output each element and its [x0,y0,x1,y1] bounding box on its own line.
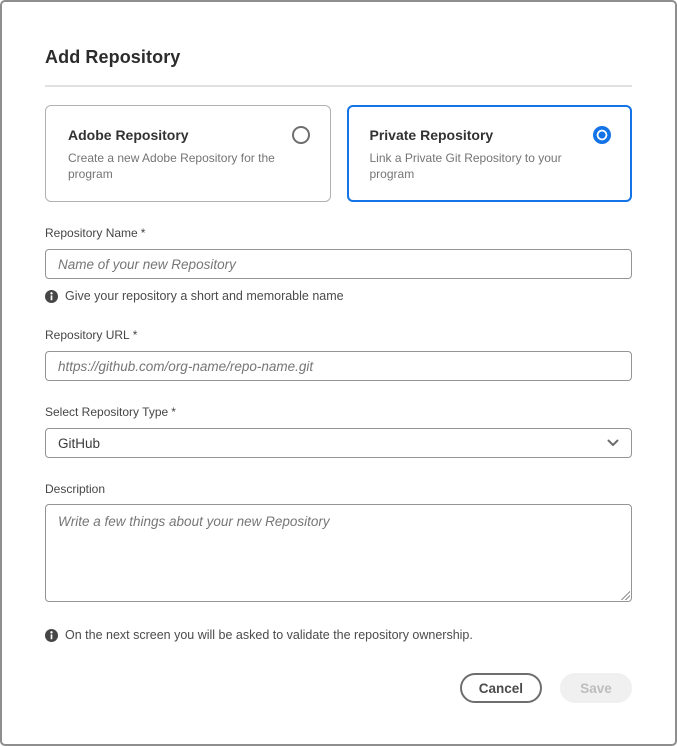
repository-name-label: Repository Name * [45,226,146,240]
required-asterisk: * [140,226,146,240]
option-title: Private Repository [369,126,494,143]
cancel-button[interactable]: Cancel [460,673,542,703]
repository-url-group [45,328,632,381]
repository-url-label: Repository URL * [45,328,138,342]
repository-url-input[interactable] [45,351,632,381]
repository-type-dropdown[interactable] [45,428,632,458]
help-text: Give your repository a short and memorable name [65,289,344,303]
repository-type-options [45,105,632,202]
description-textarea[interactable] [45,504,632,602]
required-asterisk: * [132,328,138,342]
save-button[interactable]: Save [560,673,632,703]
info-icon [45,290,58,303]
radio-unselected-icon[interactable] [292,126,310,144]
option-title: Adobe Repository [68,126,189,143]
repository-name-group [45,226,632,304]
description-label: Description [45,482,106,496]
option-card-private-repository[interactable] [347,105,633,202]
title-divider [45,85,632,87]
description-group [45,482,632,602]
required-asterisk: * [171,405,176,419]
repository-type-group [45,405,632,458]
ownership-note [45,628,632,643]
textarea-resize-grip[interactable] [621,591,630,600]
dropdown-selected-value: GitHub [58,435,101,451]
radio-selected-icon[interactable] [593,126,611,144]
repository-type-label: Select Repository Type * [45,405,176,419]
page-title: Add Repository [45,47,181,67]
note-text: On the next screen you will be asked to validate the repository ownership. [65,628,473,642]
option-description: Link a Private Git Repository to your program [369,150,562,181]
option-description: Create a new Adobe Repository for the program [68,150,275,181]
repository-name-help [45,289,632,304]
option-card-adobe-repository[interactable] [45,105,331,202]
chevron-down-icon [607,439,619,447]
dialog-footer [45,673,632,703]
repository-name-input[interactable] [45,249,632,279]
info-icon [45,629,58,642]
